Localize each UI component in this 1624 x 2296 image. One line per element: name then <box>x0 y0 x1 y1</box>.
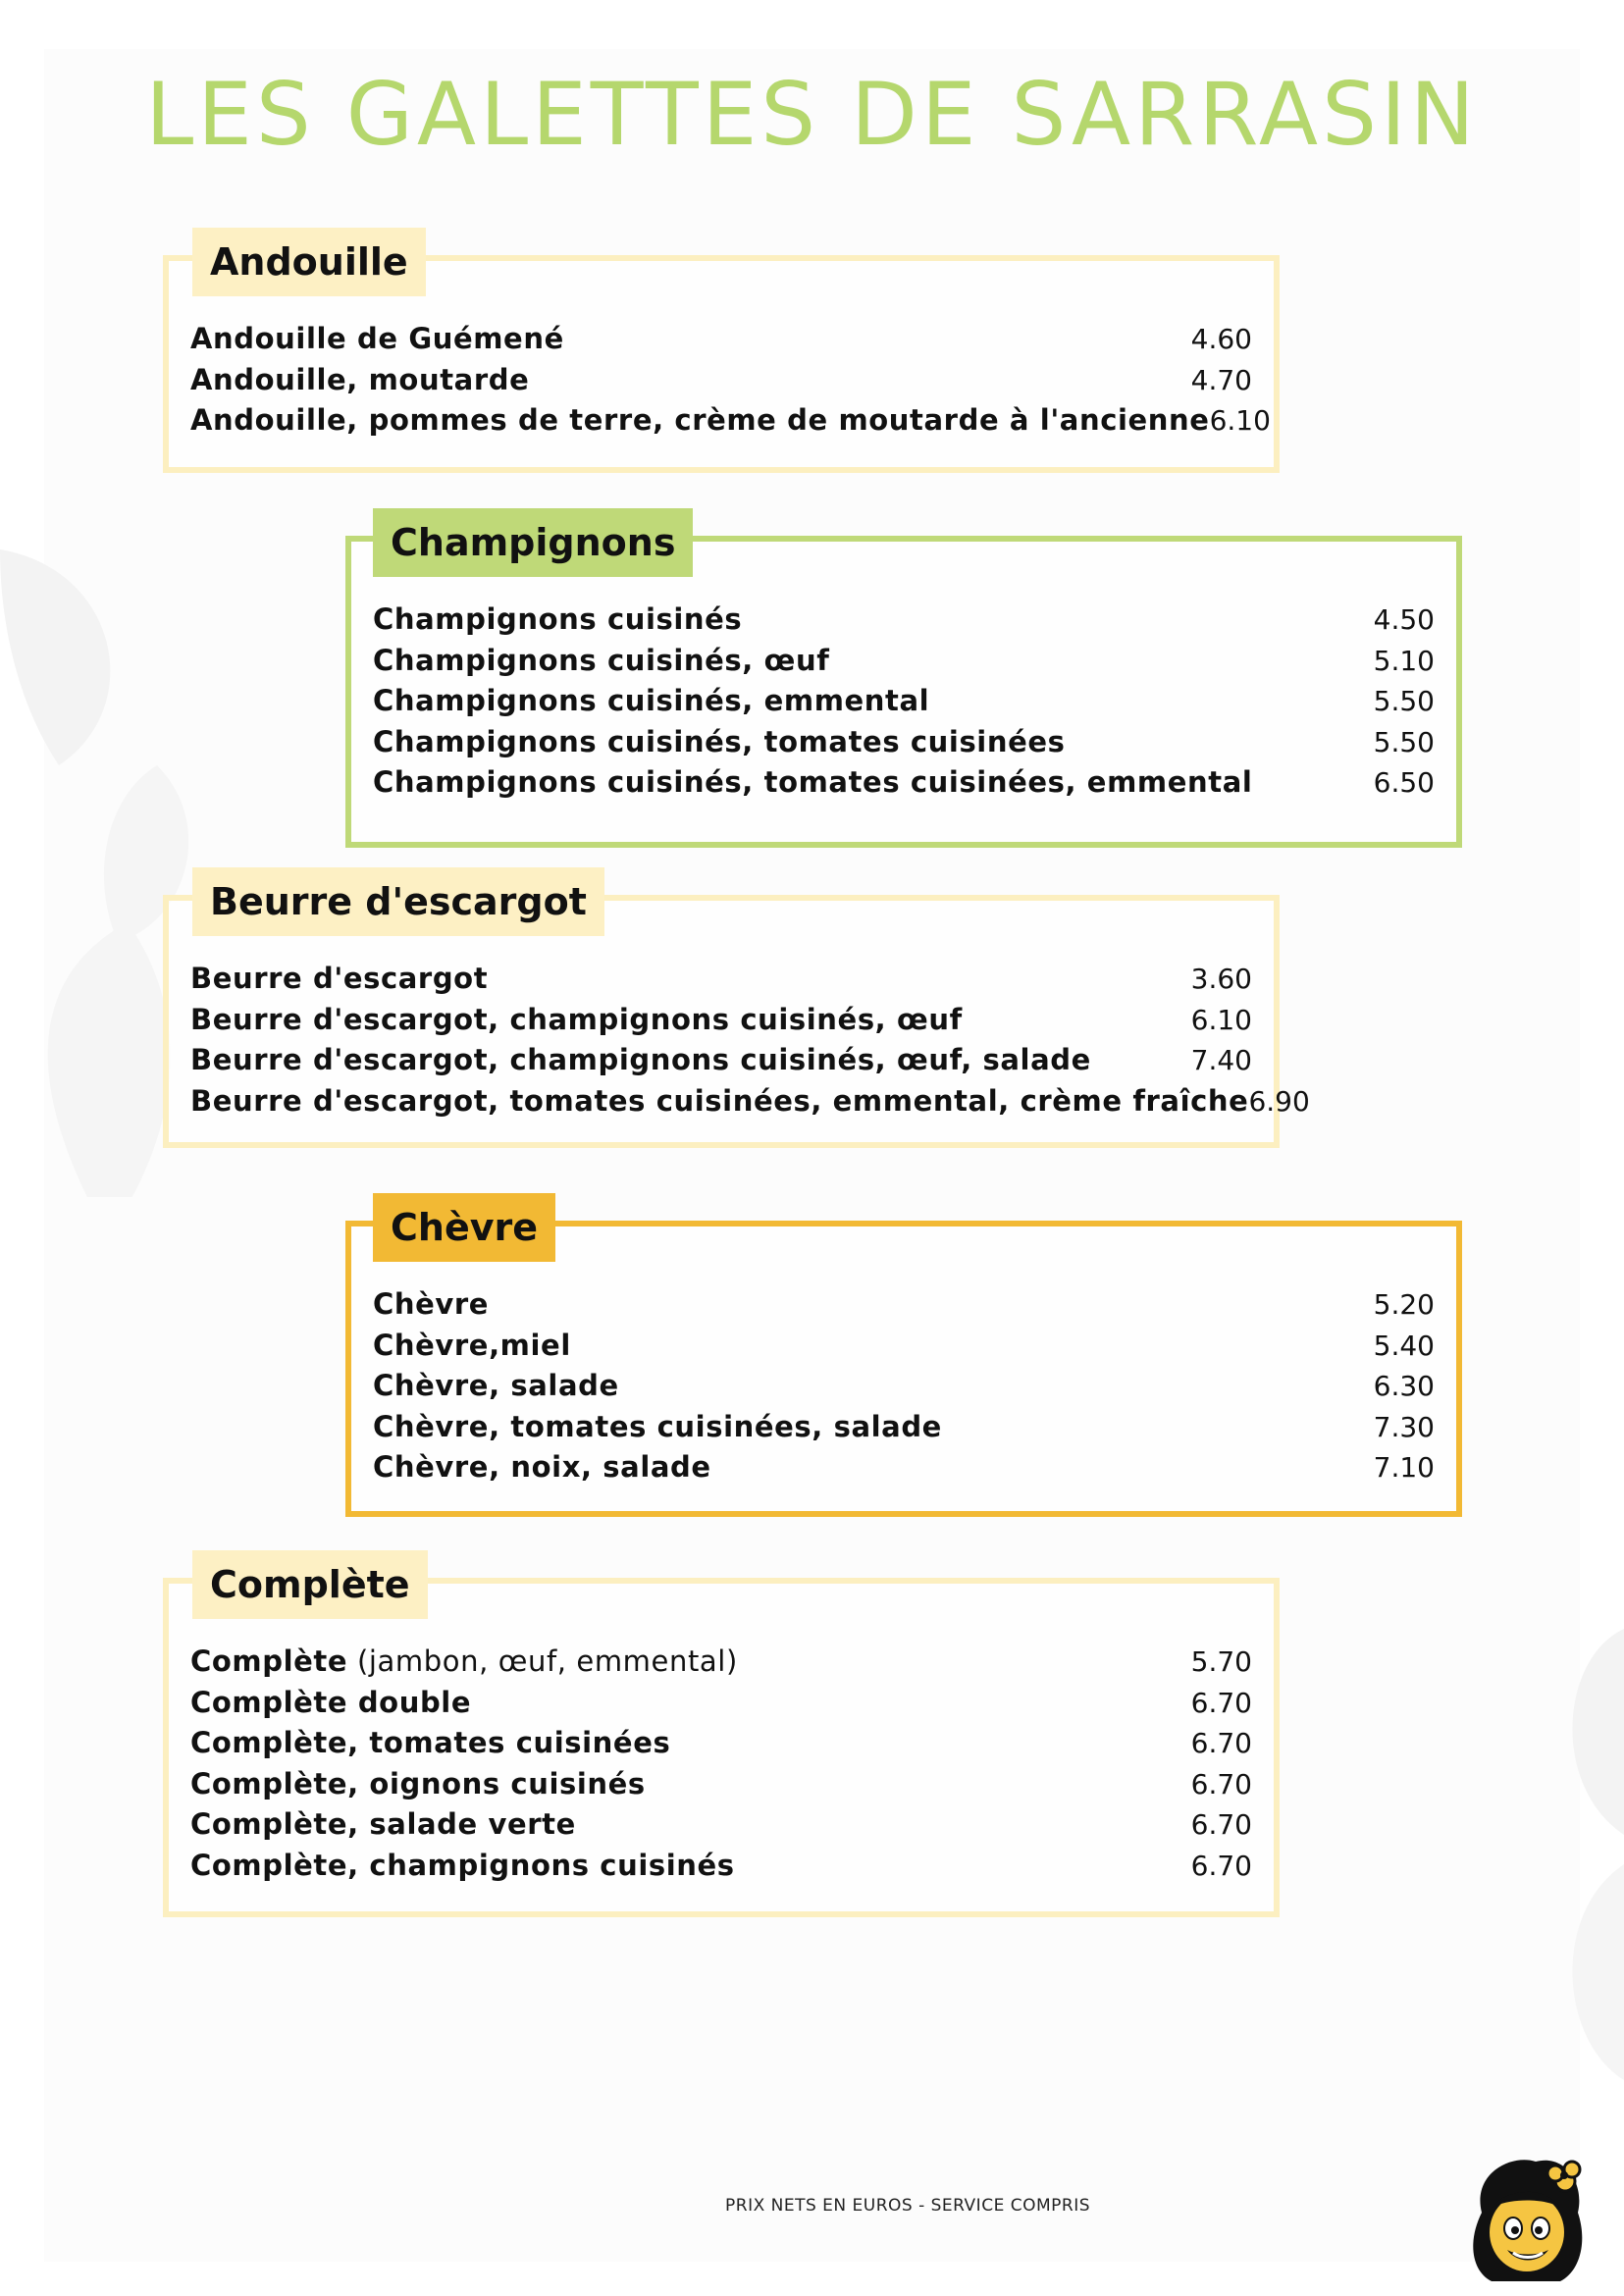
mascot-logo <box>1462 2154 1590 2286</box>
menu-item <box>373 1329 1435 1370</box>
item-name: Champignons cuisinés, emmental <box>373 684 930 717</box>
menu-item <box>373 1450 1435 1491</box>
item-price: 5.70 <box>1190 1645 1252 1678</box>
item-name: Complète, oignons cuisinés <box>190 1766 646 1800</box>
item-price: 6.70 <box>1190 1686 1252 1719</box>
item-name: Chèvre, noix, salade <box>373 1450 711 1484</box>
item-name: Andouille, moutarde <box>190 362 530 396</box>
item-name: Complète, salade verte <box>190 1807 576 1841</box>
item-price: 5.20 <box>1373 1288 1435 1321</box>
section-title: Champignons <box>373 508 693 577</box>
item-price: 5.40 <box>1373 1329 1435 1362</box>
menu-item <box>190 1083 1310 1125</box>
section-andouille <box>163 240 1280 473</box>
item-list <box>190 962 1310 1124</box>
menu-item <box>190 1003 1252 1044</box>
menu-item <box>190 1807 1252 1849</box>
item-name: Complète double <box>190 1685 472 1719</box>
section-title: Chèvre <box>373 1193 555 1262</box>
item-price: 6.10 <box>1209 404 1271 437</box>
item-price: 7.30 <box>1373 1410 1435 1443</box>
menu-item <box>373 1287 1435 1329</box>
menu-item <box>373 725 1435 766</box>
section-title: Complète <box>192 1550 428 1619</box>
item-name: Chèvre, salade <box>373 1369 619 1402</box>
item-name: Champignons cuisinés, œuf <box>373 643 830 677</box>
item-price: 6.90 <box>1248 1084 1310 1118</box>
item-price: 3.60 <box>1190 963 1252 995</box>
section-champignons <box>345 521 1462 848</box>
section-chevre <box>345 1206 1462 1517</box>
item-price: 6.30 <box>1373 1370 1435 1402</box>
item-price: 6.70 <box>1190 1727 1252 1759</box>
item-list <box>190 322 1271 444</box>
menu-item <box>373 1369 1435 1410</box>
item-list <box>373 1287 1435 1491</box>
section-title: Andouille <box>192 228 426 296</box>
page-title: LES GALETTES DE SARRASIN <box>145 64 1479 165</box>
item-name: Complète, champignons cuisinés <box>190 1848 735 1882</box>
section-beurre-escargot <box>163 880 1310 1148</box>
item-price: 4.60 <box>1190 323 1252 355</box>
section-title: Beurre d'escargot <box>192 867 604 936</box>
item-price: 5.50 <box>1373 685 1435 717</box>
item-name: Chèvre, tomates cuisinées, salade <box>373 1409 942 1443</box>
menu-item <box>373 602 1435 644</box>
item-name: Complète, tomates cuisinées <box>190 1726 671 1759</box>
item-price: 6.70 <box>1190 1767 1252 1800</box>
menu-item <box>190 1644 1252 1686</box>
item-name: Champignons cuisinés, tomates cuisinées, emmental <box>373 765 1253 799</box>
item-list <box>373 602 1435 807</box>
item-price: 7.40 <box>1190 1044 1252 1076</box>
item-name: Chèvre,miel <box>373 1328 571 1362</box>
item-name: Andouille, pommes de terre, crème de moutarde à l'ancienne <box>190 403 1210 437</box>
item-name: Beurre d'escargot, tomates cuisinées, emmental, crème fraîche <box>190 1083 1249 1118</box>
item-list <box>190 1644 1252 1889</box>
item-name: Andouille de Guémené <box>190 322 564 355</box>
item-name: Champignons cuisinés, tomates cuisinées <box>373 724 1066 758</box>
menu-item <box>190 1767 1252 1808</box>
menu-item <box>373 1410 1435 1451</box>
menu-item <box>190 403 1271 444</box>
item-price: 7.10 <box>1373 1451 1435 1484</box>
item-price: 4.70 <box>1190 363 1252 396</box>
menu-item <box>373 644 1435 685</box>
menu-item <box>190 363 1252 404</box>
menu-item <box>190 1043 1252 1084</box>
menu-item <box>190 962 1252 1003</box>
menu-item <box>190 322 1252 363</box>
menu-item <box>373 684 1435 725</box>
section-complete <box>163 1563 1280 1917</box>
footer-note: PRIX NETS EN EUROS - SERVICE COMPRIS <box>725 2196 1090 2216</box>
leaf-decoration-right <box>1442 1619 1624 2110</box>
menu-item <box>373 765 1435 807</box>
item-name: Beurre d'escargot <box>190 962 489 995</box>
item-name: Chèvre <box>373 1287 490 1321</box>
item-price: 4.50 <box>1373 603 1435 636</box>
menu-item <box>190 1726 1252 1767</box>
item-price: 6.10 <box>1190 1003 1252 1036</box>
item-price: 6.70 <box>1190 1808 1252 1841</box>
item-name: Champignons cuisinés <box>373 602 743 636</box>
item-price: 5.50 <box>1373 725 1435 758</box>
menu-item <box>190 1849 1252 1890</box>
item-price: 5.10 <box>1373 644 1435 677</box>
item-name: Beurre d'escargot, champignons cuisinés, œuf, salade <box>190 1043 1091 1076</box>
item-name: Beurre d'escargot, champignons cuisinés, œuf <box>190 1002 963 1036</box>
item-price: 6.50 <box>1373 766 1435 799</box>
item-name: Complète (jambon, œuf, emmental) <box>190 1644 738 1678</box>
menu-item <box>190 1686 1252 1727</box>
item-price: 6.70 <box>1190 1849 1252 1882</box>
